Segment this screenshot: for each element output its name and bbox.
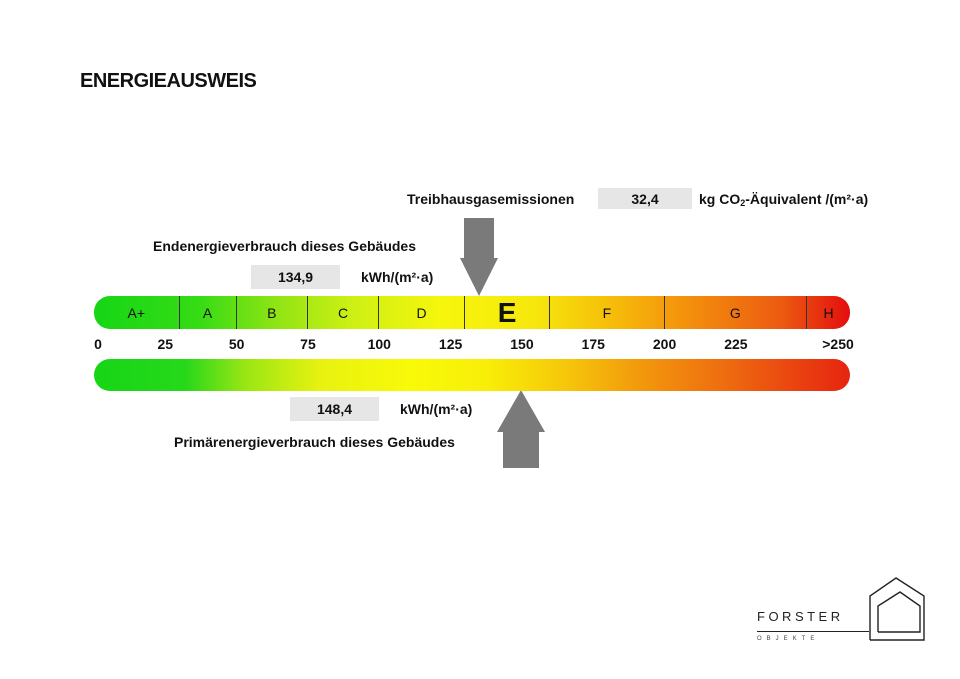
energy-class-d: D	[379, 296, 465, 329]
page-title: ENERGIEAUSWEIS	[80, 70, 257, 92]
house-logo-icon	[866, 576, 930, 642]
energy-class-e: E	[465, 296, 551, 329]
scale-tick: 50	[228, 336, 245, 352]
energy-class-a: A	[180, 296, 237, 329]
scale-tick: 75	[300, 336, 316, 352]
energy-class-g: G	[665, 296, 808, 329]
scale-tick: 225	[724, 336, 748, 352]
emissions-label: Treibhausgasemissionen	[407, 191, 575, 207]
energy-class-a-plus: A+	[94, 296, 180, 329]
emissions-unit: kg $CO_2$-Äquivalent /(m²·a)	[699, 191, 869, 208]
scale-tick: 175	[581, 336, 605, 352]
energy-class-h: H	[823, 304, 834, 321]
scale-tick: >250	[822, 336, 854, 352]
end-energy-label: Endenergieverbrauch dieses Gebäudes	[153, 238, 416, 254]
emissions-value: 32,4	[598, 188, 692, 209]
scale-ticks	[94, 336, 854, 356]
end-energy-value: 134,9	[251, 265, 340, 289]
energy-class-f: F	[550, 296, 664, 329]
primary-energy-value: 148,4	[290, 397, 379, 421]
scale-tick: 25	[157, 336, 174, 352]
scale-tick: 125	[438, 336, 463, 352]
scale-tick: 200	[652, 336, 677, 352]
energy-class-b: B	[237, 296, 308, 329]
scale-tick: 0	[94, 336, 102, 352]
primary-energy-unit: kWh/(m²·a)	[400, 401, 473, 417]
logo-subtitle: OBJEKTE	[757, 636, 820, 642]
primary-energy-label: Primärenergieverbrauch dieses Gebäudes	[174, 434, 455, 450]
logo-name: FORSTER	[757, 609, 844, 624]
scale-tick: 150	[510, 336, 534, 352]
end-energy-unit: kWh/(m²·a)	[361, 269, 434, 285]
logo-divider	[757, 631, 869, 632]
energy-gradient-bar	[94, 359, 850, 391]
end-energy-arrow-icon	[460, 218, 498, 296]
scale-tick: 100	[367, 336, 391, 352]
primary-energy-arrow-icon	[497, 390, 545, 468]
energy-class-c: C	[308, 296, 379, 329]
energy-class-bar	[94, 296, 850, 329]
